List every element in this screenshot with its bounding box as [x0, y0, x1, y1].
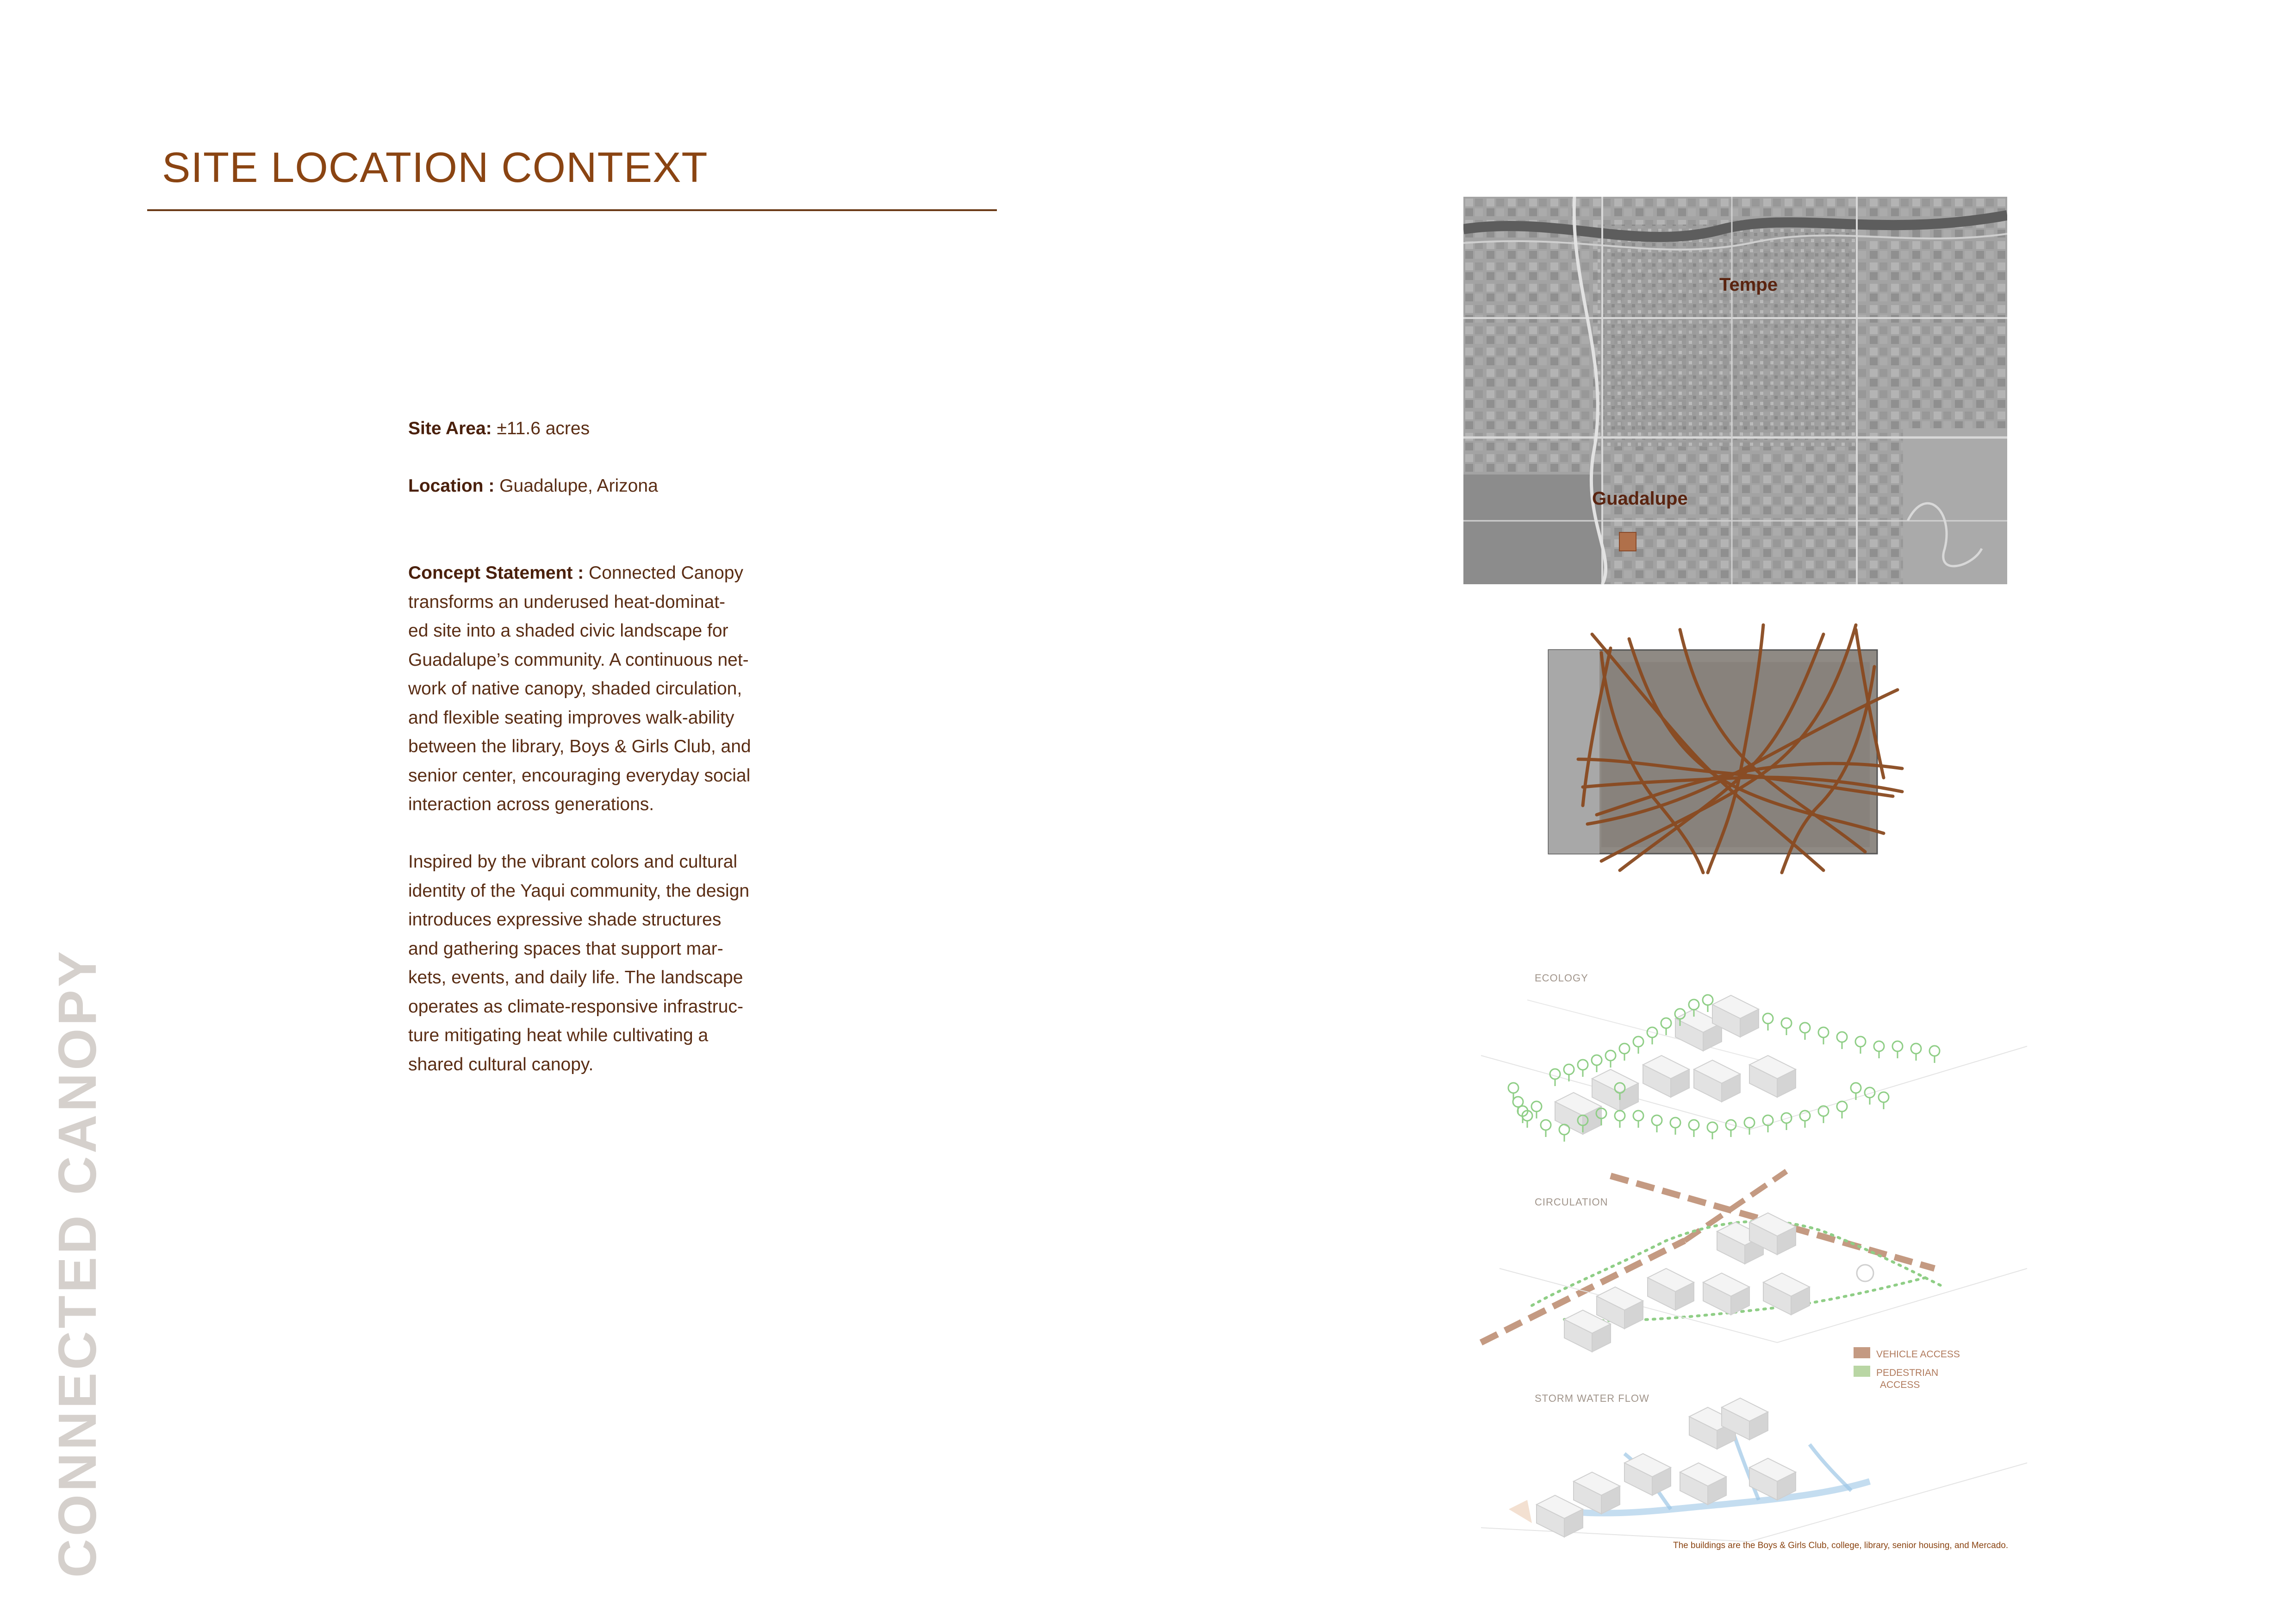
- location-value: Guadalupe, Arizona: [499, 476, 658, 496]
- aerial-map-graphic: [1463, 197, 2007, 584]
- page-title: SITE LOCATION CONTEXT: [162, 144, 708, 191]
- storm-water-label: STORM WATER FLOW: [1535, 1393, 1649, 1404]
- legend-pedestrian-swatch: [1854, 1366, 1870, 1377]
- concept-line: and flexible seating improves walk-ability: [408, 707, 734, 728]
- project-title-vertical: CONNECTED CANOPY: [47, 948, 107, 1578]
- title-divider: [147, 209, 997, 211]
- location-label: Location :: [408, 476, 495, 496]
- inspired-line: ture mitigating heat while cultivating a: [408, 1025, 709, 1045]
- inspired-line: and gathering spaces that support mar-: [408, 938, 723, 959]
- site-analysis-diagrams: [1472, 954, 2046, 1565]
- map-label-guadalupe: Guadalupe: [1592, 488, 1688, 509]
- canopy-network-graphic: [1541, 620, 1925, 880]
- inspired-line: kets, events, and daily life. The landscape: [408, 968, 743, 987]
- legend-vehicle-swatch: [1854, 1347, 1870, 1358]
- site-marker: [1619, 532, 1636, 551]
- concept-label: Concept Statement :: [408, 563, 584, 583]
- legend-pedestrian-label-2: ACCESS: [1880, 1380, 1920, 1390]
- concept-line: Guadalupe’s community. A continuous net-: [408, 650, 749, 670]
- concept-line: between the library, Boys & Girls Club, and: [408, 737, 751, 756]
- inspired-line: identity of the Yaqui community, the design: [408, 881, 750, 901]
- circulation-label: CIRCULATION: [1535, 1196, 1608, 1208]
- concept-line: ed site into a shaded civic landscape for: [408, 621, 728, 641]
- inspired-line: Inspired by the vibrant colors and cultural: [408, 852, 738, 872]
- ecology-diagram: [1481, 995, 2027, 1142]
- analysis-diagrams-graphic: [1472, 954, 2046, 1565]
- ecology-label: ECOLOGY: [1535, 972, 1588, 984]
- concept-line: work of native canopy, shaded circulation,: [408, 679, 742, 699]
- location: [408, 472, 825, 501]
- aerial-context-map: [1463, 197, 2007, 584]
- site-area-label: Site Area:: [408, 418, 492, 438]
- concept-line: senior center, encouraging everyday social: [408, 765, 751, 786]
- site-area: [408, 414, 825, 443]
- inspired-line: shared cultural canopy.: [408, 1054, 594, 1074]
- inspired-paragraph: [408, 848, 825, 1079]
- legend-vehicle-label: VEHICLE ACCESS: [1876, 1349, 1960, 1360]
- map-label-tempe: Tempe: [1719, 275, 1778, 295]
- inspired-line: operates as climate-responsive infrastruc-: [408, 996, 743, 1017]
- site-canopy-network-map: [1541, 620, 1925, 880]
- concept-line: interaction across generations.: [408, 794, 654, 814]
- concept-statement: [408, 559, 825, 819]
- legend-pedestrian-label: PEDESTRIAN: [1876, 1368, 1939, 1378]
- inspired-line: introduces expressive shade structures: [408, 910, 722, 930]
- diagram-caption: The buildings are the Boys & Girls Club, college, library, senior housing, and Mercado.: [1673, 1541, 2009, 1550]
- concept-line: Connected Canopy: [589, 563, 743, 583]
- site-area-value: ±11.6 acres: [497, 418, 590, 438]
- concept-line: transforms an underused heat-dominat-: [408, 592, 726, 612]
- storm-water-diagram: [1481, 1398, 2027, 1542]
